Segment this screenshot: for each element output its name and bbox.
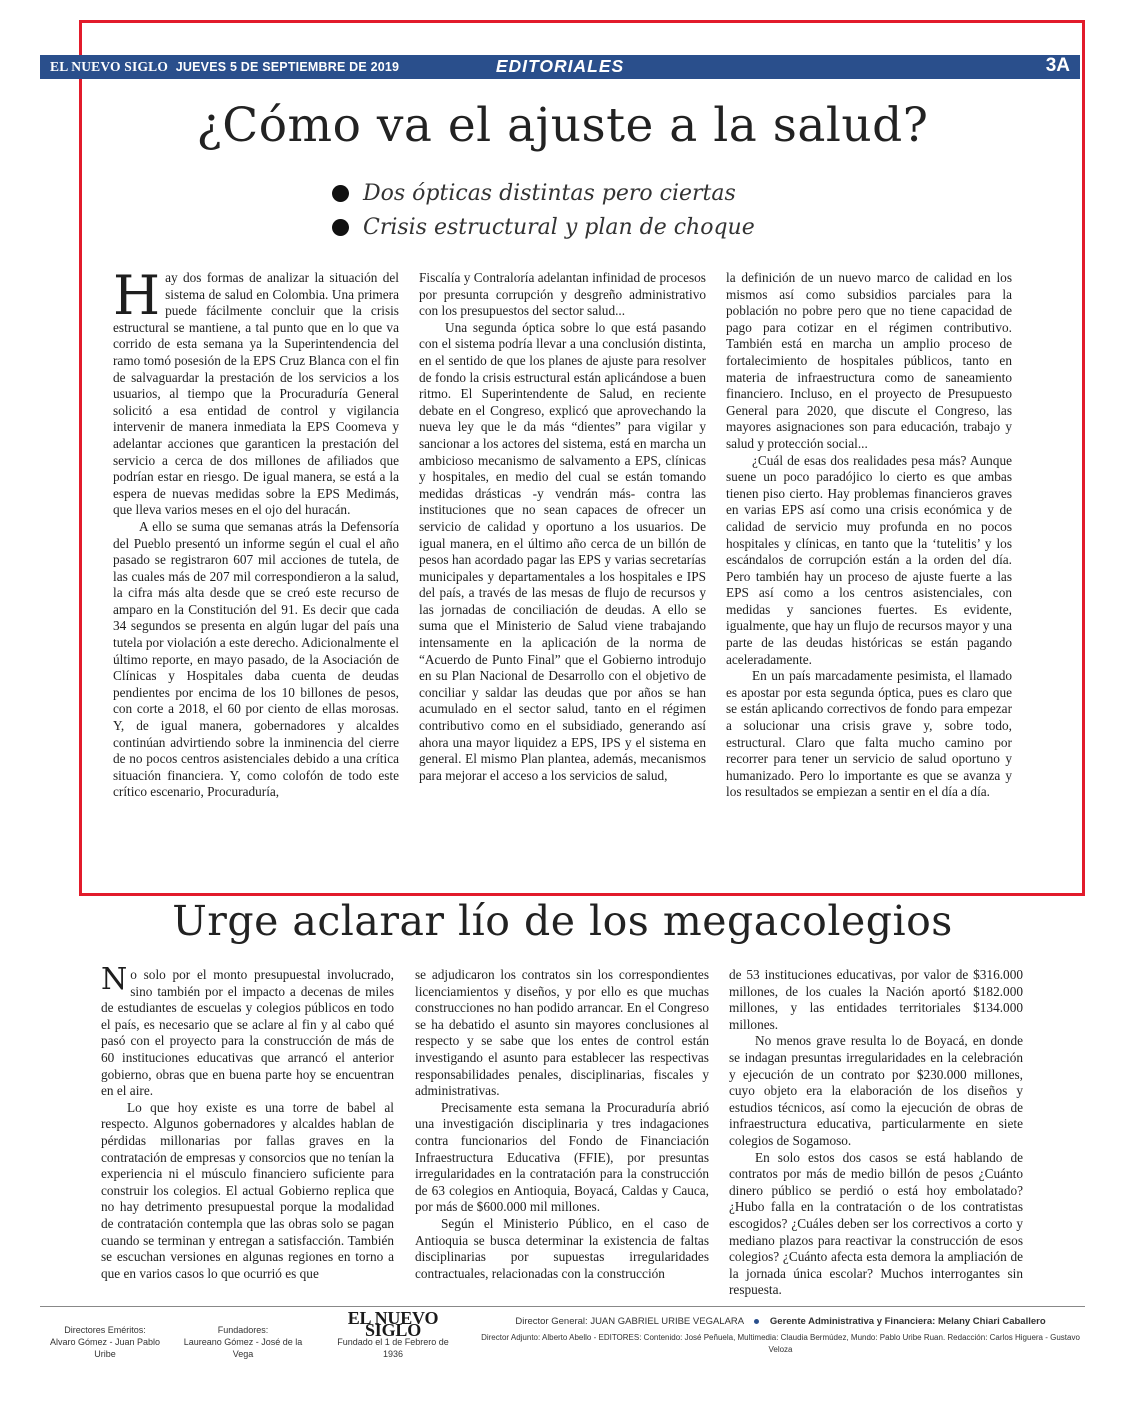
footer-director-general: Director General: JUAN GABRIEL URIBE VEGALARA <box>515 1316 744 1327</box>
article2-column-3 <box>729 967 1023 1299</box>
bullet-item <box>332 176 755 210</box>
footer-fundadores-names: Laureano Gómez - José de la Vega <box>183 1337 303 1359</box>
article1-title: ¿Cómo va el ajuste a la salud? <box>196 98 929 153</box>
paragraph: ¿Cuál de esas dos realidades pesa más? Aunque suene un poco paradójico lo cierto es que ambas tienen piso cierto. Hay problemas financieros graves en varias EPS así como una crisis económica y de calidad de servicio muy profunda en no pocos hospitales y clínicas, en tanto que la ‘tutelitis’ y los escándalos de corrupción están a la orden del día. Pero también hay un proceso de ajuste fuerte a las EPS así como a los centros asistenciales, con medidas y sanciones fuertes. Es evidente, igualmente, que hay un flujo de recursos mayor y una parte de las deudas históricas se están pagando aceleradamente. <box>726 452 1012 667</box>
article1-column-3 <box>726 270 1012 801</box>
bullet-item <box>332 210 755 244</box>
article1-column-2 <box>419 270 706 784</box>
masthead-bar <box>40 55 1080 79</box>
footer-gerente: Gerente Administrativa y Financiera: Melany Chiari Caballero <box>769 1316 1046 1327</box>
section-name: EDITORIALES <box>495 56 625 76</box>
footer-staff: Director Adjunto: Alberto Abello - EDITORES: Contenido: José Peñuela, Multimedia: Claudia Bermúdez, Mundo: Pablo Uribe Ruan. Redacción: Carlos Higuera - Gustavo Veloza <box>481 1333 1080 1354</box>
paragraph: Según el Ministerio Público, en el caso de Antioquia se busca determinar la existencia de faltas disciplinarias por supuestas irregularidades contractuales, relacionadas con la construcción <box>415 1215 709 1281</box>
footer-line-1 <box>478 1316 1083 1328</box>
bullet-dot-icon <box>332 219 349 236</box>
footer-fundadores-label: Fundadores: <box>217 1325 269 1335</box>
paragraph: No menos grave resulta lo de Boyacá, en donde se indagan presuntas irregularidades en la celebración y ejecución de un contrato por $230.000 millones, cuyo objeto era la elaboración de los diseños y estudios técnicos, así como la ejecución de obras de infraestructura educativa, particularmente en siete colegios de Sogamoso. <box>729 1033 1023 1148</box>
masthead-date: JUEVES 5 DE SEPTIEMBRE DE 2019 <box>175 60 400 74</box>
bullet-dot-icon <box>332 185 349 202</box>
paragraph: Una segunda óptica sobre lo que está pasando con el sistema podría llevar a una conclusión distinta, en el sentido de que los planes de ajuste para resolver de fondo la crisis estructural están aplicándose a buen ritmo. El Superintendente de Salud, en reciente debate en el Congreso, explicó que aprovechando la nueva ley que le da más “dientes” para vigilar y sancionar a los actores del sistema, está en marcha un ambicioso mecanismo de salvamento a EPS, clínicas y hospitales, en medio del cual se están tomando medidas drásticas -y vendrán más- contra las instituciones que no sean capaces de ofrecer un servicio de calidad y oportuno a los usuarios. De igual manera, en el último año cerca de un billón de pesos han acordado pagar las EPS y varias secretarías municipales y departamentales a los hospitales e IPS del país, a través de las mesas de flujo de recursos y las jornadas de conciliación de deudas. A ello se suma que el Ministerio de Salud viene trabajando intensamente en la aplicación de la norma de “Acuerdo de Punto Final” que el Gobierno introdujo en su Plan Nacional de Desarrollo con el objetivo de conciliar y saldar las deudas que por años se han acumulado en el sector salud, tanto en el régimen contributivo como en el subsidiado, generando así ahora una mayor liquidez a EPS, IPS y el sistema en general. El mismo Plan plantea, además, mecanismos para mejorar el acceso a los servicios de salud, <box>419 319 706 783</box>
paragraph: Precisamente esta semana la Procuraduría abrió una investigación disciplinaria y tres indagaciones contra funcionarios del Fondo de Financiación Infraestructura Educativa (FFIE), por presuntas irregularidades en la contratación para la construcción de 63 colegios en Antioquia, Boyacá, Caldas y Cauca, por más de $600.000 mil millones. <box>415 1099 709 1215</box>
bullet-text: Crisis estructural y plan de choque <box>363 214 755 240</box>
page-number: 3A <box>1045 55 1070 76</box>
paragraph: En un país marcadamente pesimista, el llamado es apostar por esta segunda óptica, pues es claro que se están aplicando correctivos de fondo para empezar a solucionar una crisis grave y, sobre todo, estructural. Claro que falta mucho camino por recorrer para tener un servicio de salud oportuno y humanizado. Pero lo importante es que se avanza y los resultados se empiezan a sentir en el día a día. <box>726 668 1012 800</box>
article2-column-2 <box>415 967 709 1282</box>
paragraph-text: ay dos formas de analizar la situación del sistema de salud en Colombia. Una primera puede fácilmente concluir que la crisis estructural se mantiene, a tal punto que en lo que va corrido de esta semana ya la Superintendencia del ramo tomó posesión de la EPS Cruz Blanca con el fin de salvaguardar la prestación de los servicios a los usuarios, al tiempo que la Procuraduría General solicitó a esa entidad de control y vigilancia intervenir de manera inmediata la EPS Coomeva y adelantar acciones que garanticen la prestación del servicio a cerca de dos millones de afiliados que podrían estar en riesgo. De igual manera, se está a la espera de nuevas medidas sobre la EPS Medimás, que lleva varios meses en el ojo del huracán. <box>113 270 399 518</box>
separator-dot-icon <box>754 1319 759 1324</box>
paragraph <box>101 962 394 1100</box>
article2-title: Urge aclarar lío de los megacolegios <box>172 897 953 945</box>
paragraph-text: o solo por el monto presupuestal involucrado, sino también por el impacto a decenas de miles de estudiantes de escuelas y colegios públicos en todo el país, es necesario que se aclare al fin y al cabo qué pasó con el proyecto para la construcción de más de 60 instituciones educativas que arrancó el anterior gobierno, obras que en buena parte hoy se encuentran en el aire. <box>101 967 394 1099</box>
paragraph: se adjudicaron los contratos sin los correspondientes licenciamientos y diseños, y por ello es que muchas construcciones no han podido arrancar. En el Congreso se ha debatido el asunto sin mayores conclusiones al respecto y se sabe que los entes de control están investigando el asunto para establecer las respectivas responsabilidades penales, disciplinarias, fiscales y administrativas. <box>415 967 709 1099</box>
paragraph: la definición de un nuevo marco de calidad en los mismos así como subsidios parciales para la población no pobre pero que no tiene capacidad de pago para cotizar en el régimen contributivo. También está en marcha un amplio proceso de fortalecimiento de hospitales públicos, tanto en materia de infraestructura como de saneamiento financiero. Incluso, en el proyecto de Presupuesto General para 2020, que discute el Congreso, las mayores asignaciones son para educación, trabajo y salud y protección social... <box>726 270 1012 451</box>
paragraph: de 53 instituciones educativas, por valor de $316.000 millones, de los cuales la Nación aportó $182.000 millones, y las entidades territoriales $134.000 millones. <box>729 967 1023 1032</box>
bullet-text: Dos ópticas distintas pero ciertas <box>363 180 736 206</box>
footer-logo: EL NUEVO SIGLO <box>347 1308 439 1340</box>
paragraph: Fiscalía y Contraloría adelantan infinidad de procesos por presunta corrupción y desgreño administrativo con los presupuestos del sector salud... <box>419 270 706 319</box>
paragraph: En solo estos dos casos se está hablando de contratos por más de medio billón de pesos ¿Cuánto dinero público se perdió o está hoy embolatado? ¿Hubo falla en la contratación o de los contratistas escogidos? ¿Cuáles deben ser los correctivos a corto y mediano plazos para reactivar la construcción de esos colegios? ¿Cuánto afecta esta demora la ampliación de la jornada única escolar? Muchos interrogantes sin respuesta. <box>729 1149 1023 1298</box>
paragraph <box>113 264 399 519</box>
footer-logo-block <box>330 1308 456 1360</box>
drop-cap: H <box>113 264 161 327</box>
footer-staff-block <box>478 1316 1083 1356</box>
article1-column-1 <box>113 264 399 801</box>
footer-founded: Fundado el 1 de Febrero de 1936 <box>337 1337 449 1359</box>
masthead-brand: EL NUEVO SIGLO <box>50 59 169 74</box>
drop-cap: N <box>101 962 128 997</box>
paragraph: A ello se suma que semanas atrás la Defensoría del Pueblo presentó un informe según el cual el año pasado se registraron 607 mil acciones de tutela, de las cuales más de 207 mil correspondieron a la salud, la cifra más alta desde que se creó este recurso de amparo en la Constitución del 91. Es decir que cada 34 segundos se presenta en algún lugar del país una tutela por violación a este derecho. Adicionalmente el último reporte, en mayo pasado, de la Asociación de Clínicas y Hospitales daba cuenta de deudas pendientes por encima de los 10 billones de pesos, con corte a 2018, el 60 por ciento de ellas morosas. Y, de igual manera, gobernadores y alcaldes continúan advirtiendo sobre la inminencia del cierre de no pocos centros asistenciales debido a una crítica situación financiera. Y, como colofón de todo este crítico escenario, Procuraduría, <box>113 518 399 800</box>
article2-column-1 <box>101 962 394 1282</box>
paragraph: Lo que hoy existe es una torre de babel al respecto. Algunos gobernadores y alcaldes hablan de pérdidas millonarias por fallas graves en la contratación de empresas y consorcios que no tenían la experiencia ni el músculo financiero suficiente para construir los colegios. El actual Gobierno replica que no hay detrimento presupuestal porque la modalidad de contratación contempla que las obras solo se pagan cuando se terminan y entregan a satisfacción. También se escuchan versiones en algunas regiones en torno a que en varios casos lo que ocurrió es que <box>101 1099 394 1281</box>
footer-emeritos <box>40 1324 170 1360</box>
footer-emeritos-label: Directores Eméritos: <box>64 1325 146 1335</box>
footer-fundadores <box>178 1324 308 1360</box>
footer-emeritos-names: Alvaro Gómez - Juan Pablo Uribe <box>49 1337 161 1359</box>
footer-divider <box>40 1306 1085 1307</box>
article1-bullets <box>332 176 755 244</box>
